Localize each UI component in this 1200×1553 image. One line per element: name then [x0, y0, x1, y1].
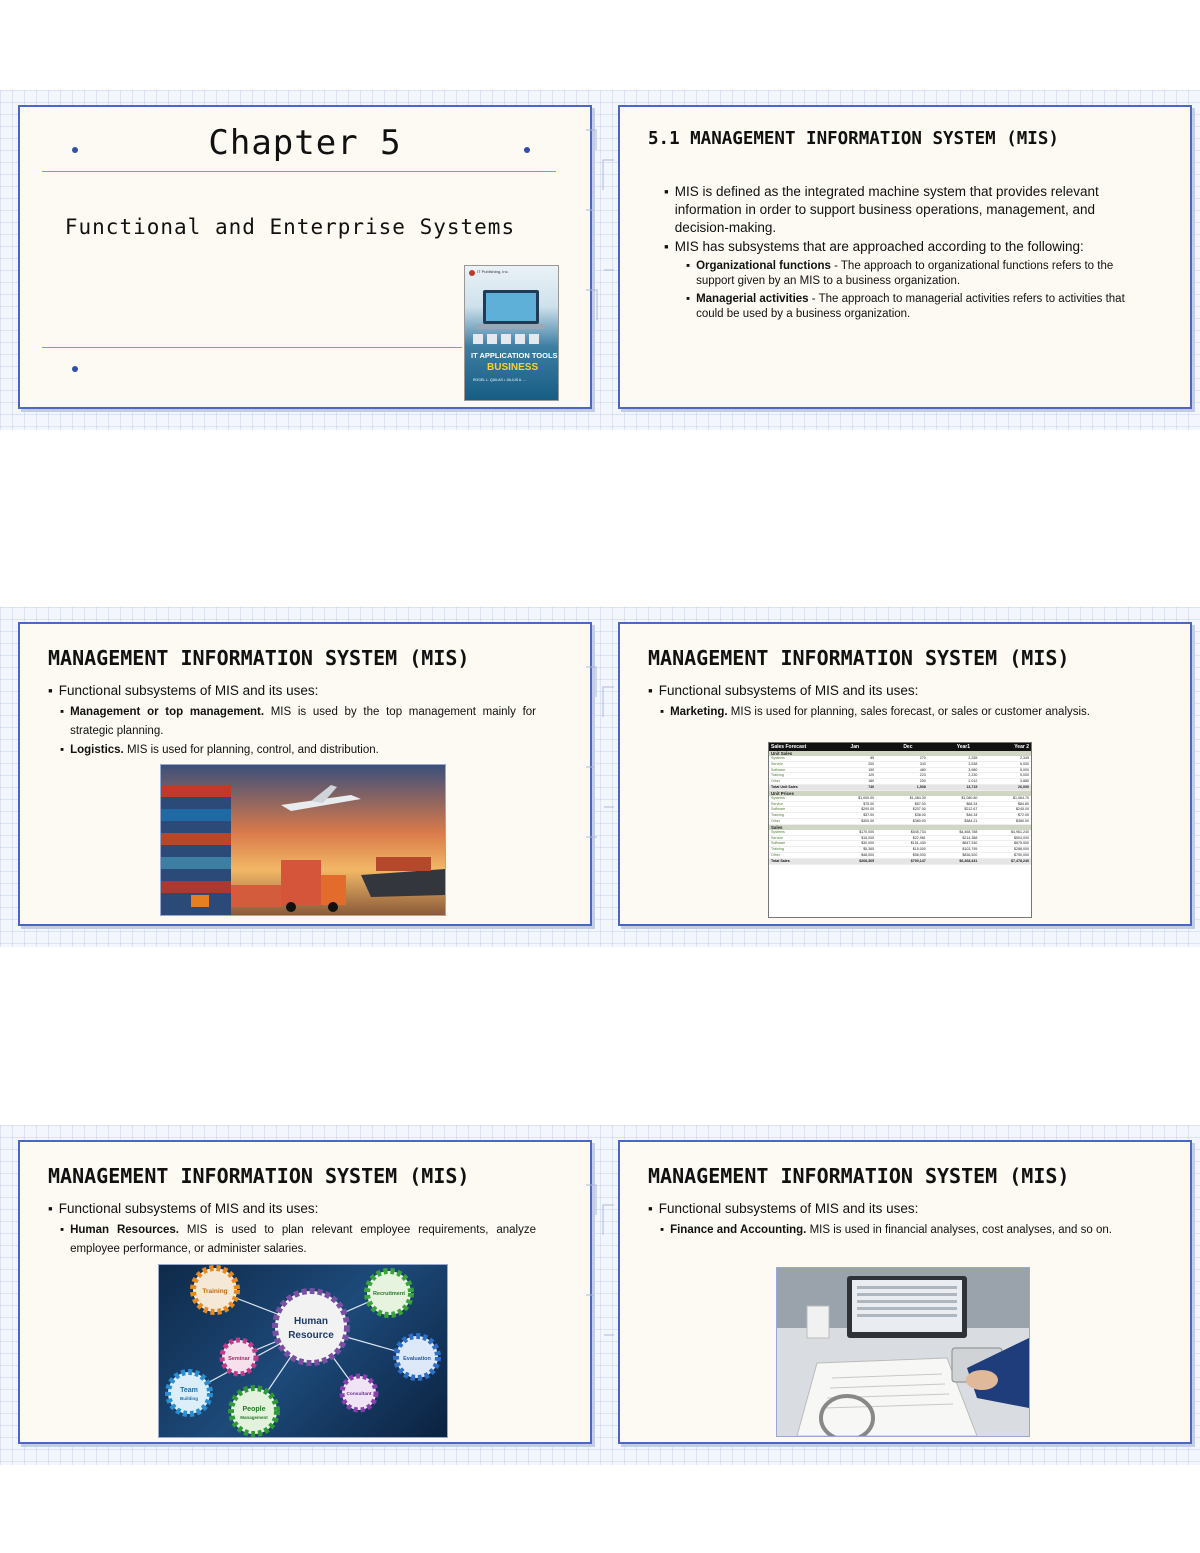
finance-photo — [776, 1267, 1030, 1437]
table-total-row: Total Unit Sales 740 1,508 13,715 26,000 — [769, 785, 1031, 791]
slide-heading: MANAGEMENT INFORMATION SYSTEM (MIS) — [648, 646, 1070, 670]
publisher-logo — [469, 270, 475, 276]
gear-label-evaluation: Evaluation — [403, 1356, 431, 1362]
gear-label-center-1: Human — [294, 1316, 328, 1327]
table-row: Other $300.00 $380.00 $384.21 $380.00 — [769, 819, 1031, 825]
slide-heading: MANAGEMENT INFORMATION SYSTEM (MIS) — [48, 1164, 470, 1188]
bullet-list — [664, 183, 1150, 322]
slide-card — [618, 1140, 1192, 1444]
table-row: Service $75.00 $67.00 $68.34 $84.80 — [769, 802, 1031, 808]
slide-card — [18, 622, 592, 926]
book-authors: ROGEL L. QUILAS • JULIUS A. ... — [473, 378, 527, 382]
table-row: Service $15,000 $22,981 $214,388 $504,000 — [769, 836, 1031, 842]
list-item: ▪ Functional subsystems of MIS and its uses: — [648, 1201, 919, 1216]
book-cover-image — [464, 265, 559, 401]
circuit-decoration — [600, 607, 614, 947]
list-item: ▪ Management or top management. MIS is used by the top management mainly for strategic planning. — [60, 705, 536, 738]
gear-label-people-2: Management — [240, 1415, 268, 1420]
gear-label-seminar: Seminar — [228, 1356, 250, 1362]
hr-gears-image — [158, 1264, 448, 1438]
table-row: Service 200 343 3,538 6,000 — [769, 762, 1031, 768]
slide-heading: MANAGEMENT INFORMATION SYSTEM (MIS) — [648, 1164, 1070, 1188]
list-item: ▪ Organizational functions - The approach to organizational functions refers to the support given by an MIS to a business organization. — [686, 260, 1114, 288]
slide-1 — [0, 90, 600, 430]
hr-gears-illustration — [159, 1265, 447, 1437]
list-item: ▪ Marketing. MIS is used for planning, sales forecast, or sales or customer analysis. — [660, 705, 1091, 718]
list-item: ▪ Functional subsystems of MIS and its uses: — [648, 683, 919, 698]
slide-heading: 5.1 MANAGEMENT INFORMATION SYSTEM (MIS) — [648, 129, 1059, 149]
table-total-row: Total Sales $268,365 $790,147 $6,468,431 $7,478,240 — [769, 859, 1031, 865]
list-item: ▪ MIS is defined as the integrated machine system that provides relevant information in order to support business operations, management, and decision-making. — [664, 184, 1099, 235]
bullet-dot — [72, 366, 78, 372]
gear-label-recruitment: Recruitment — [372, 1291, 406, 1297]
list-item: ▪ Logistics. MIS is used for planning, control, and distribution. — [60, 743, 379, 756]
slide-title: Chapter 5 — [208, 123, 402, 163]
circuit-decoration — [586, 1125, 600, 1465]
circuit-decoration — [586, 607, 600, 947]
book-title-line1: IT APPLICATION TOOLS — [471, 351, 558, 360]
sales-forecast-table — [768, 742, 1032, 918]
slide-2 — [600, 90, 1200, 430]
slide-3 — [0, 607, 600, 947]
table-section-header: Sales — [769, 825, 1031, 830]
list-item: ▪ Finance and Accounting. MIS is used in financial analyses, cost analyses, and so on. — [660, 1223, 1112, 1236]
table-row: Other $48,000 $56,000 $836,520 $750,000 — [769, 853, 1031, 859]
bullet-list — [48, 1200, 536, 1260]
table-row: Systems $170,000 $545,734 $4,468,788 $4,961,240 — [769, 830, 1031, 836]
table-row: Software 150 480 3,980 5,000 — [769, 768, 1031, 774]
bullet-list — [648, 682, 1136, 722]
divider — [42, 171, 556, 172]
table-section-header: Unit Prices — [769, 791, 1031, 796]
logistics-photo — [160, 764, 446, 916]
list-item: ▪ Human Resources. MIS is used to plan relevant employee requirements, analyze employee performance, or administer salaries. — [60, 1223, 536, 1256]
laptop-illustration — [465, 280, 558, 350]
table-row: Training $37.00 $38.00 $46.34 $72.00 — [769, 813, 1031, 819]
slide-5 — [0, 1125, 600, 1465]
gear-label-team-2: Building — [180, 1396, 198, 1401]
list-item: ▪ Functional subsystems of MIS and its uses: — [48, 683, 319, 698]
slide-card — [618, 105, 1192, 409]
slide-heading: MANAGEMENT INFORMATION SYSTEM (MIS) — [48, 646, 470, 670]
gear-label-center-2: Resource — [288, 1330, 334, 1341]
bullet-list — [648, 1200, 1136, 1240]
table-row: Systems $1,000.00 $1,084.30 $1,080.80 $1,064.70 — [769, 796, 1031, 802]
logistics-illustration — [161, 765, 445, 915]
slide-card — [18, 1140, 592, 1444]
table-row: Training 125 223 2,230 5,000 — [769, 773, 1031, 779]
slide-subtitle: Functional and Enterprise Systems — [64, 215, 516, 239]
circuit-decoration — [600, 1125, 614, 1465]
list-item: ▪ Functional subsystems of MIS and its uses: — [48, 1201, 319, 1216]
gear-label-team-1: Team — [180, 1387, 198, 1394]
bullet-list — [48, 682, 536, 758]
slide-4 — [600, 607, 1200, 947]
list-item: ▪ MIS has subsystems that are approached according to the following: — [664, 239, 1084, 255]
table-row: Software $200.00 $207.00 $212.67 $245.00 — [769, 807, 1031, 813]
finance-illustration — [777, 1268, 1029, 1436]
gear-label-consultant: Consultant — [346, 1392, 372, 1397]
table-row: Software $30,000 $151,430 $847,330 $875,000 — [769, 841, 1031, 847]
gear-label-people-1: People — [242, 1406, 266, 1413]
table-section-header: Unit Sales — [769, 751, 1031, 756]
slide-card — [18, 105, 592, 409]
table-row: Systems 85 270 2,255 2,345 — [769, 756, 1031, 762]
slide-6 — [600, 1125, 1200, 1465]
table-row: Other 180 200 2,012 3,885 — [769, 779, 1031, 785]
gear-label-training: Training — [202, 1288, 228, 1295]
slide-card — [618, 622, 1192, 926]
book-title-line2: BUSINESS — [487, 362, 539, 373]
circuit-decoration — [600, 90, 614, 430]
list-item: ▪ Managerial activities - The approach to managerial activities refers to activities that could be used by a business organization. — [686, 292, 1125, 320]
publisher-name: IT Publishing, Inc. — [477, 269, 509, 274]
table-title-row: Sales Forecast Jan Dec Year1 Year 2 — [769, 743, 1031, 751]
table-row: Training $5,365 $15,000 $103,795 $288,000 — [769, 847, 1031, 853]
circuit-decoration — [586, 90, 600, 430]
divider — [42, 347, 462, 348]
